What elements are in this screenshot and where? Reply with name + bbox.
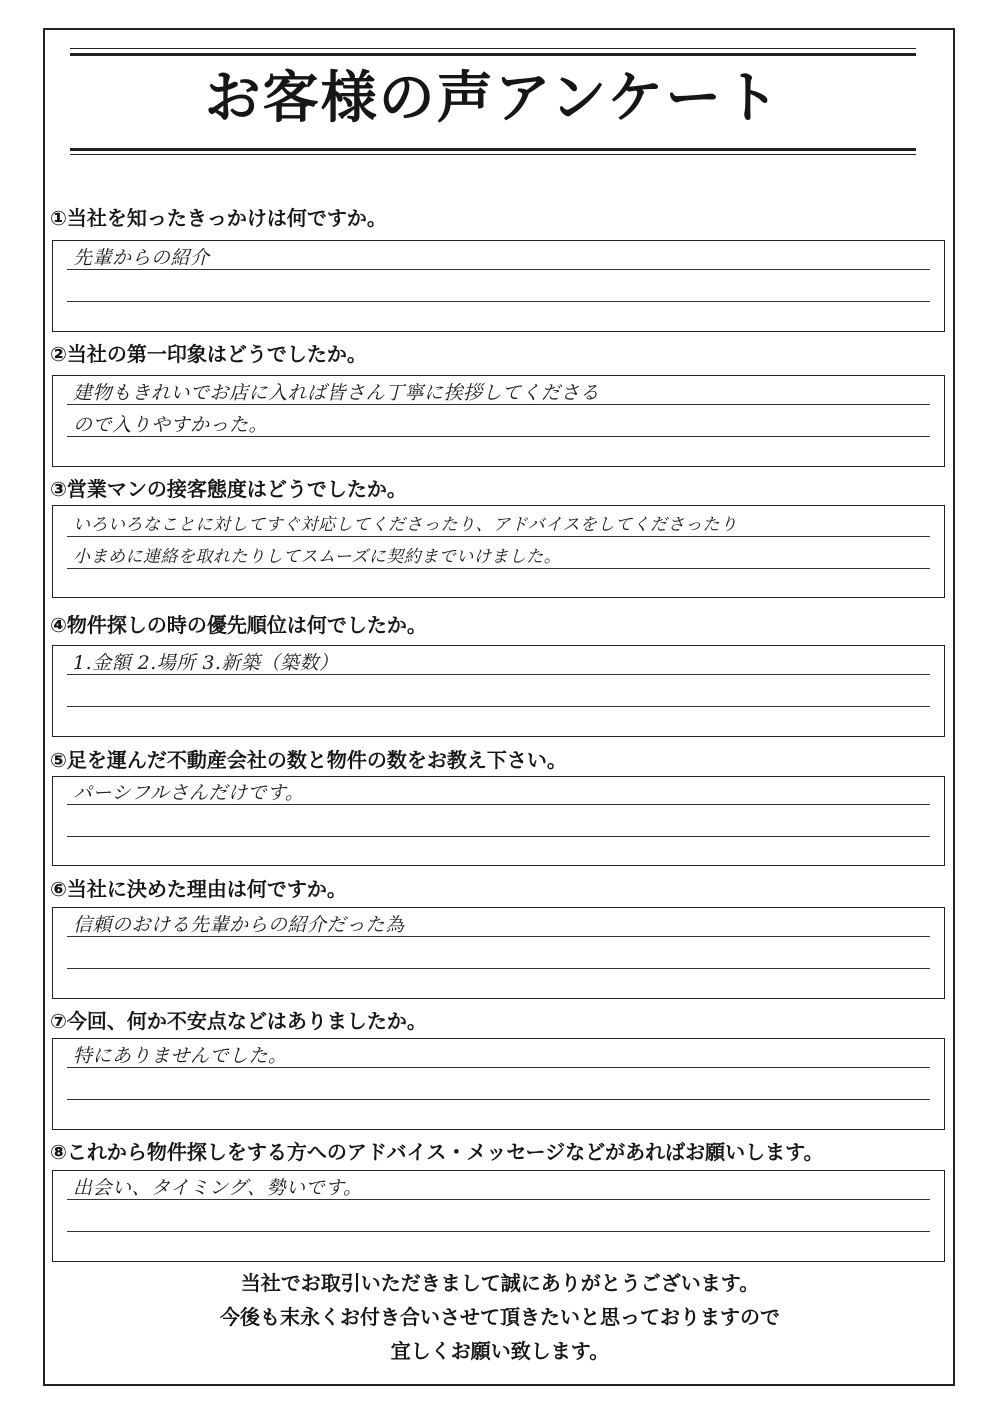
answer-box-4 bbox=[52, 645, 945, 737]
answer-6-line-1: 信頼のおける先輩からの紹介だった為 bbox=[73, 914, 405, 936]
answer-line bbox=[67, 301, 930, 302]
question-3-label: ③営業マンの接客態度はどうでしたか。 bbox=[50, 477, 407, 501]
answer-box-2 bbox=[52, 375, 945, 467]
page-title: お客様の声アンケート bbox=[204, 66, 782, 131]
question-2-label: ②当社の第一印象はどうでしたか。 bbox=[50, 342, 367, 366]
answer-box-3 bbox=[52, 505, 945, 598]
title-rule-bottom-thin bbox=[70, 154, 916, 155]
answer-1-line-1: 先輩からの紹介 bbox=[73, 247, 210, 269]
answer-2-line-2: ので入りやすかった。 bbox=[73, 414, 269, 436]
answer-5-line-1: パーシフルさんだけです。 bbox=[73, 782, 305, 804]
answer-7-line-1: 特にありませんでした。 bbox=[73, 1045, 288, 1067]
question-4-label: ④物件探しの時の優先順位は何でしたか。 bbox=[50, 613, 427, 637]
answer-line bbox=[67, 968, 930, 969]
answer-box-8 bbox=[52, 1170, 945, 1262]
answer-box-5 bbox=[52, 776, 945, 866]
closing-line-3: 宜しくお願い致します。 bbox=[390, 1339, 610, 1363]
question-1-label: ①当社を知ったきっかけは何ですか。 bbox=[50, 206, 387, 230]
question-6-label: ⑥当社に決めた理由は何ですか。 bbox=[50, 877, 347, 901]
question-5-label: ⑤足を運んだ不動産会社の数と物件の数をお教え下さい。 bbox=[50, 748, 567, 772]
answer-box-1 bbox=[52, 240, 945, 332]
answer-8-line-1: 出会い、タイミング、勢いです。 bbox=[73, 1177, 363, 1199]
question-8-label: ⑧これから物件探しをする方へのアドバイス・メッセージなどがあればお願いします。 bbox=[50, 1140, 824, 1164]
answer-3-line-1: いろいろなことに対してすぐ対応してくださったり、アドバイスをしてくださったり bbox=[73, 515, 738, 535]
title-rule-top bbox=[70, 53, 916, 56]
closing-line-1: 当社でお取引いただきまして誠にありがとうございます。 bbox=[240, 1271, 760, 1295]
answer-line bbox=[67, 1099, 930, 1100]
closing-line-2: 今後も末永くお付き合いさせて頂きたいと思っておりますので bbox=[220, 1305, 780, 1329]
question-7-label: ⑦今回、何か不安点などはありましたか。 bbox=[50, 1009, 427, 1033]
answer-line bbox=[67, 706, 930, 707]
answer-line bbox=[67, 1231, 930, 1232]
title-rule-bottom bbox=[70, 148, 916, 151]
answer-4-line-1: 1.金額 2.場所 3.新築（築数） bbox=[73, 652, 339, 674]
title-rule-top-thin bbox=[70, 48, 916, 49]
answer-box-7 bbox=[52, 1038, 945, 1130]
answer-3-line-2: 小まめに連絡を取れたりしてスムーズに契約までいけました。 bbox=[73, 547, 562, 567]
answer-2-line-1: 建物もきれいでお店に入れば皆さん丁寧に挨拶してくださる bbox=[73, 382, 600, 404]
answer-box-6 bbox=[52, 907, 945, 999]
answer-line bbox=[67, 836, 930, 837]
